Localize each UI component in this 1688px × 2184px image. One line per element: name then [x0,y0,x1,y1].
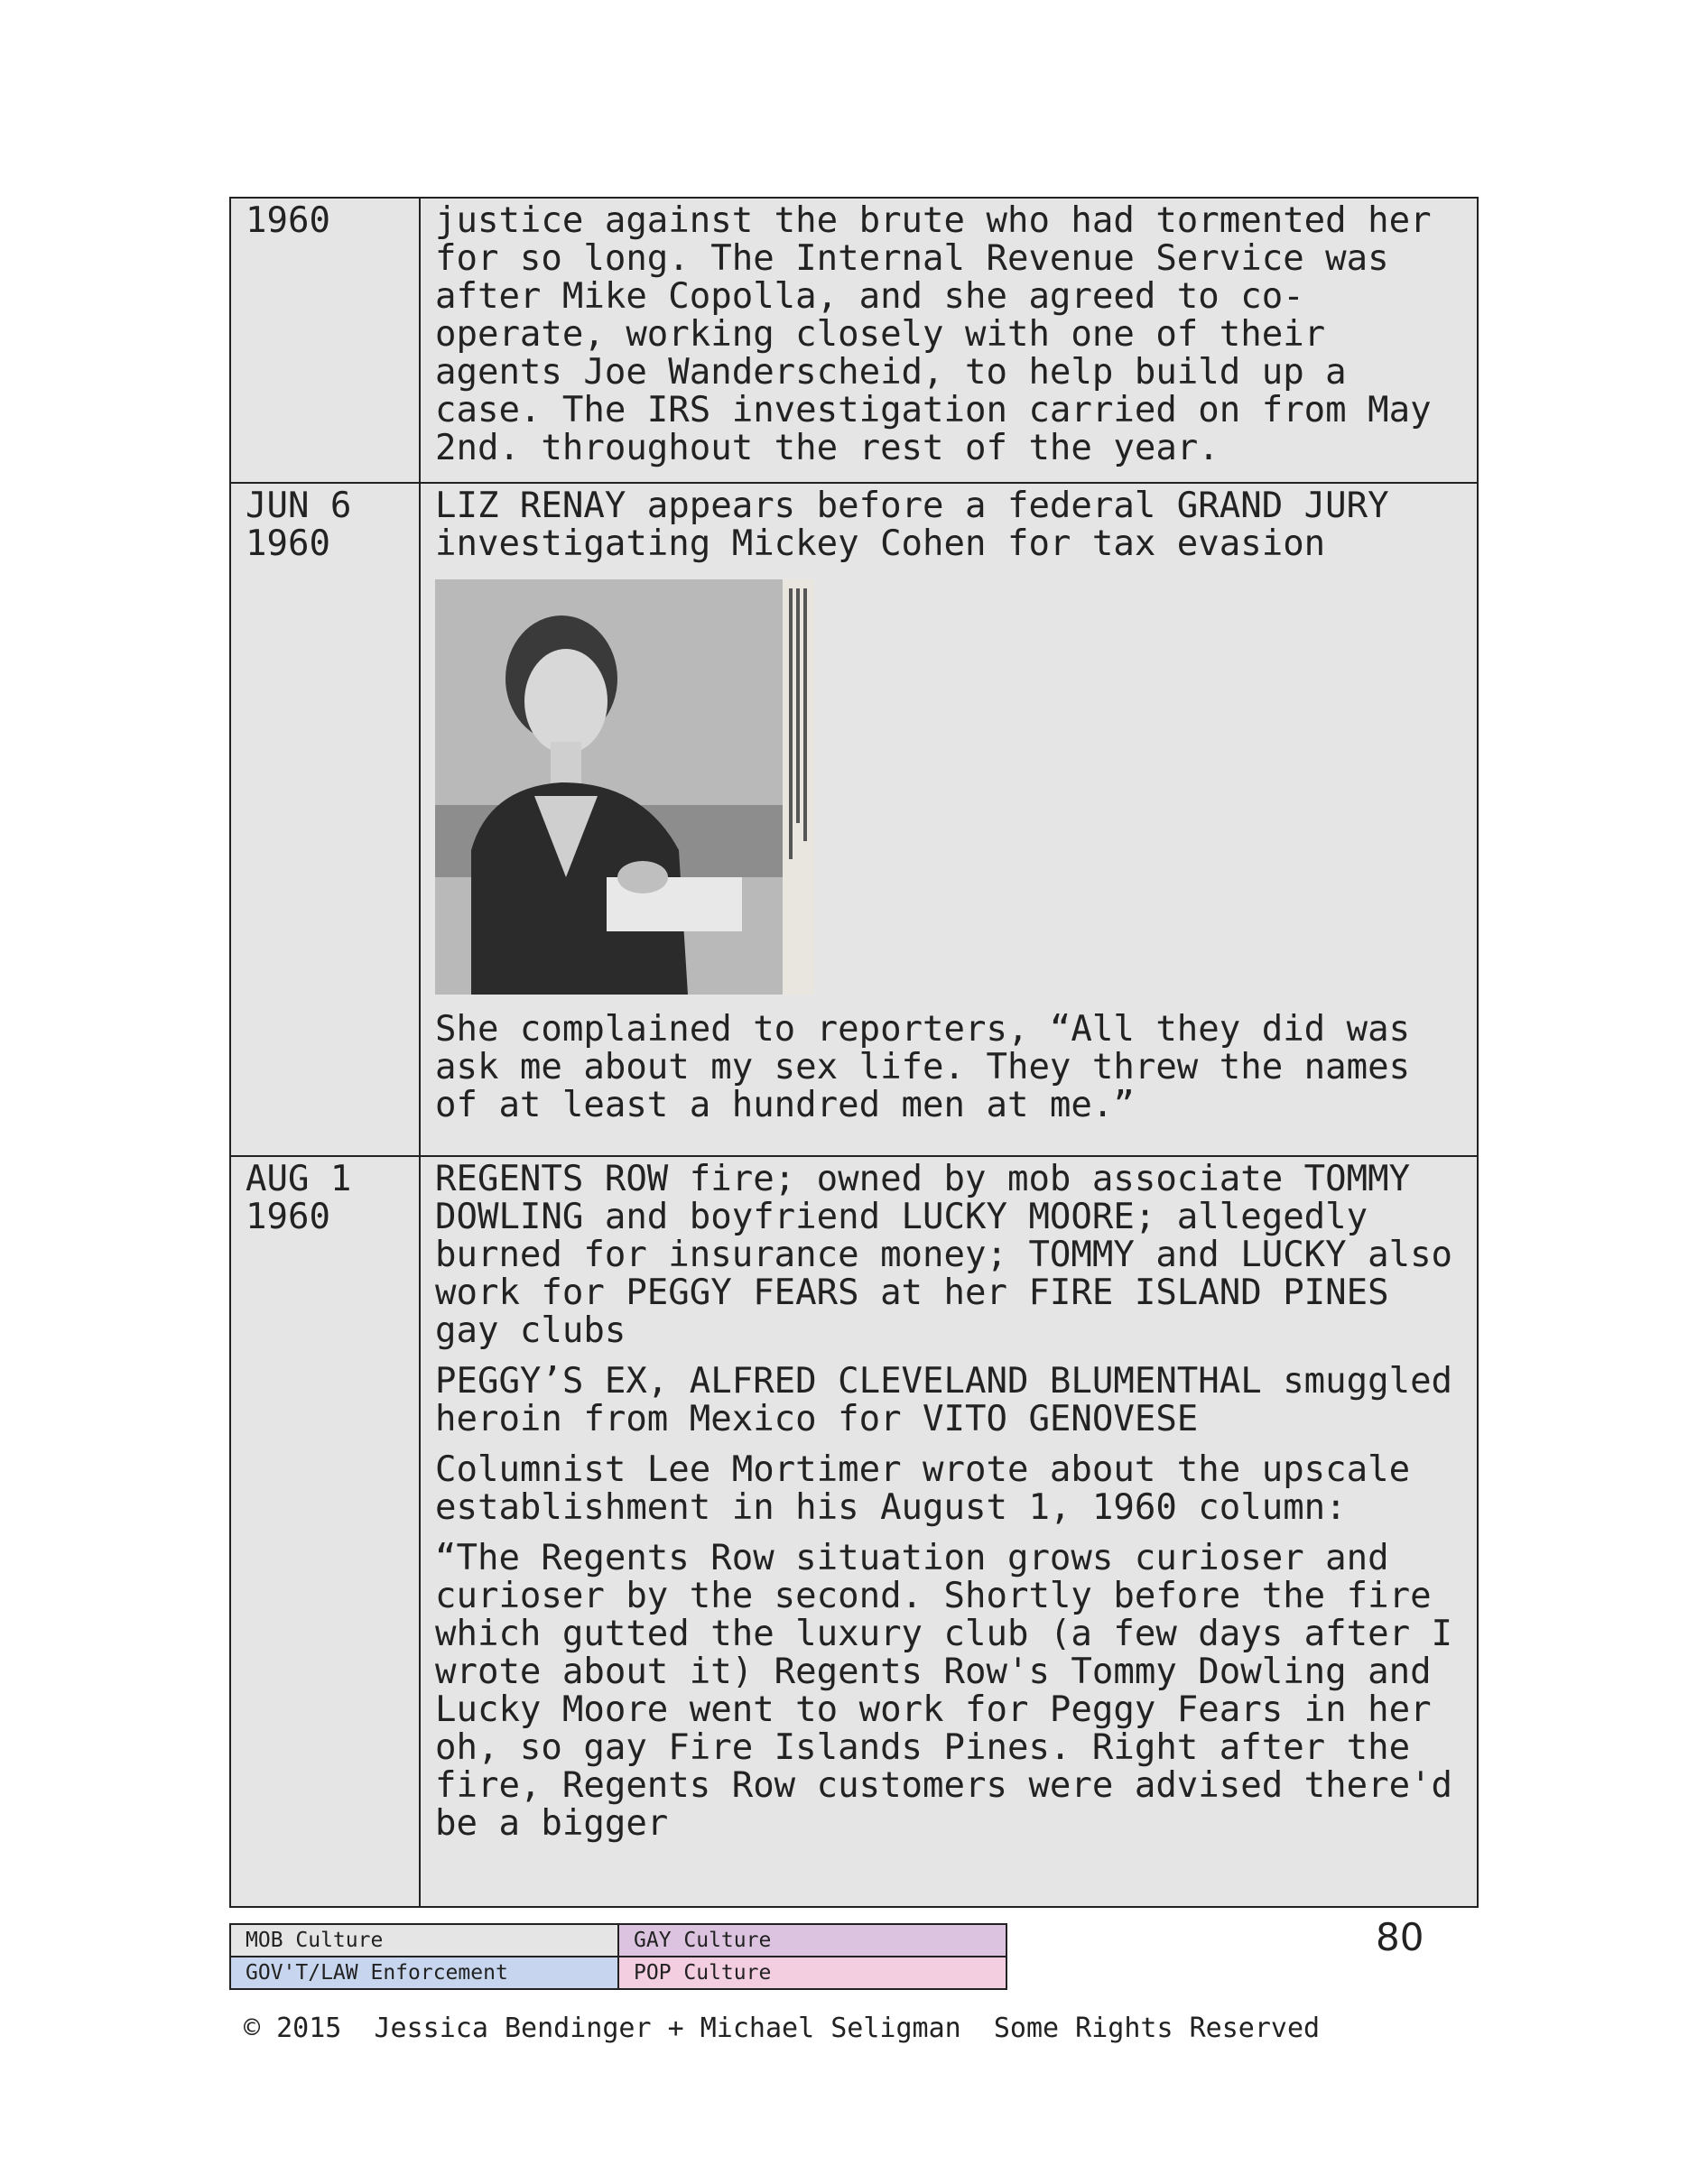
entry-date-line: AUG 1 [246,1159,352,1199]
entry-body [420,198,1478,483]
entry-paragraph: justice against the brute who had tormented her for so long. The Internal Revenue Service was after Mike Copolla, and she agreed to co-operate, working closely with one of their agents Joe Wanderscheid, to help build up a case. The IRS investigation carried on from May 2nd. throughout the rest of the year. [435,200,1432,468]
press-photo [435,579,814,995]
timeline-row [230,198,1478,483]
copyright-footer: © 2015 Jessica Bendinger + Michael Seligman Some Rights Reserved [244,2013,1321,2044]
press-photo-image [435,579,814,995]
entry-paragraph: “The Regents Row situation grows curioser and curioser by the second. Shortly before the fire which gutted the luxury club (a few days after I wrote about it) Regents Row's Tommy Dowling and Lucky Moore went to work for Peggy Fears in her oh, so gay Fire Islands Pines. Right after the fire, Regents Row customers were advised there'd be a bigger [435,1538,1453,1844]
legend-gov-law-enforcement: GOV'T/LAW Enforcement [230,1957,618,1989]
legend-gay-culture: GAY Culture [618,1924,1006,1957]
entry-paragraph: LIZ RENAY appears before a federal GRAND JURY investigating Mickey Cohen for tax evasion [435,486,1389,564]
entry-date-line: 1960 [246,1197,330,1237]
entry-paragraph: REGENTS ROW fire; owned by mob associate TOMMY DOWLING and boyfriend LUCKY MOORE; allegedly burned for insurance money; TOMMY and LUCKY also work for PEGGY FEARS at her FIRE ISLAND PINES gay clubs [435,1161,1453,1351]
entry-date-line: JUN 6 [246,486,352,526]
timeline-row [230,1156,1478,1907]
timeline-table [229,197,1479,1908]
timeline-row [230,483,1478,1156]
legend-pop-culture: POP Culture [618,1957,1006,1989]
entry-date-line: 1960 [246,523,330,564]
legend-mob-culture: MOB Culture [230,1924,618,1957]
entry-date-line: 1960 [246,200,330,241]
entry-date [230,1156,420,1907]
entry-paragraph: She complained to reporters, “All they did was ask me about my sex life. They threw the names of at least a hundred men at me.” [435,1009,1411,1125]
entry-date [230,198,420,483]
category-legend [229,1923,1007,1990]
entry-body [420,483,1478,1156]
entry-date [230,483,420,1156]
entry-paragraph: Columnist Lee Mortimer wrote about the upscale establishment in his August 1, 1960 column: [435,1449,1411,1528]
entry-paragraph: PEGGY’S EX, ALFRED CLEVELAND BLUMENTHAL smuggled heroin from Mexico for VITO GENOVESE [435,1361,1453,1439]
page-number: 80 [1376,1915,1424,1959]
entry-body [420,1156,1478,1907]
